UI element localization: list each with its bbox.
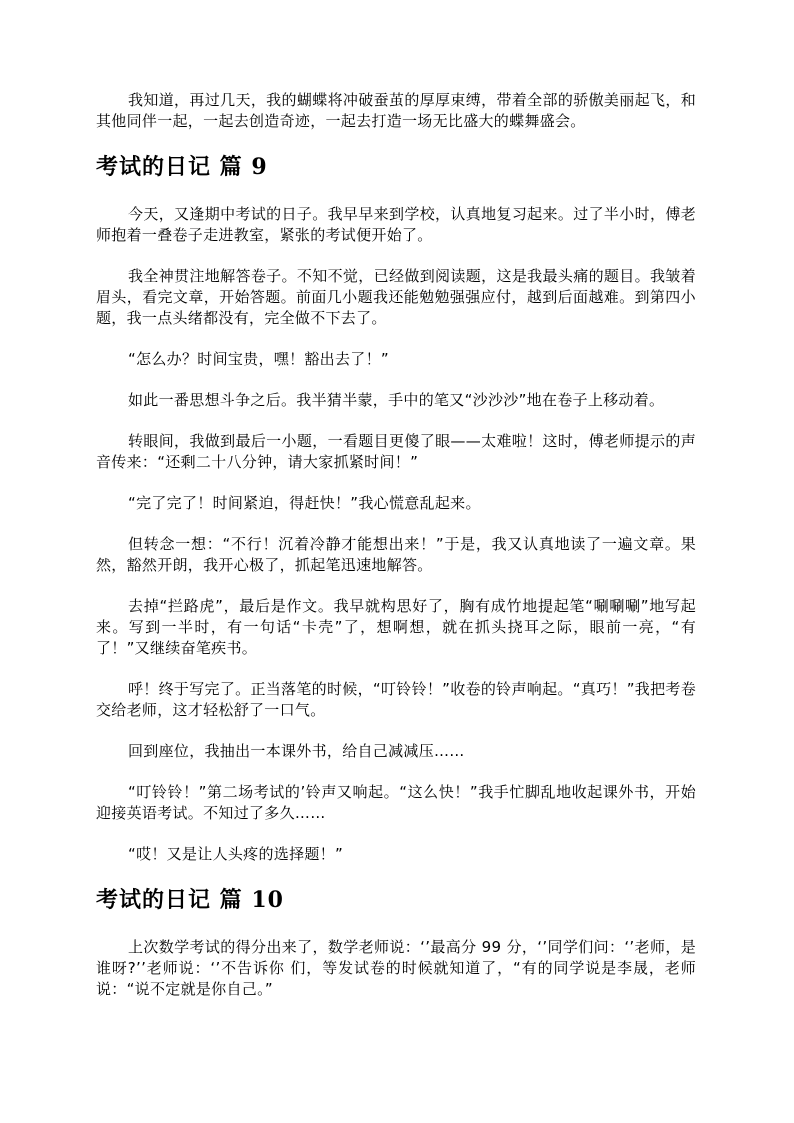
paragraph: “叮铃铃！”第二场考试的’铃声又响起。“这么快！”我手忙脚乱地收起课外书，开始迎接英语考试。不知过了多久…… [96,783,696,822]
paragraph: 去掉“拦路虎”，最后是作文。我早就构思好了，胸有成竹地提起笔“唰唰唰”地写起来。写到一半时，有一句话“卡壳”了，想啊想，就在抓头挠耳之际，眼前一亮，“有了！”又继续奋笔疾书。 [96,597,696,657]
paragraph: “完了完了！时间紧迫，得赶快！”我心慌意乱起来。 [128,494,481,512]
paragraph: 今天，又逢期中考试的日子。我早早来到学校，认真地复习起来。过了半小时，傅老师抱着一叠卷子走进教室，紧张的考试便开始了。 [96,205,696,244]
paragraph: 但转念一想：“不行！沉着冷静才能想出来！”于是，我又认真地读了一遍文章。果然，豁然开朗，我开心极了，抓起笔迅速地解答。 [96,535,696,574]
paragraph: “哎！又是让人头疼的选择题！” [128,845,344,863]
paragraph: 上次数学考试的得分出来了，数学老师说：‘’最高分 99 分，‘’同学们问：‘’老师，是谁呀?’’老师说：‘’不告诉你 们，等发试卷的时候就知道了，“有的同学说是李晟，老师说：“说不定就是你自己。” [96,938,696,998]
paragraph-intro-ending: 我知道，再过几天，我的蝴蝶将冲破蚕茧的厚厚束缚，带着全部的骄傲美丽起飞，和其他同伴一起，一起去创造奇迹，一起去打造一场无比盛大的蝶舞盛会。 [96,91,696,130]
paragraph: 如此一番思想斗争之后。我半猜半蒙，手中的笔又“沙沙沙”地在卷子上移动着。 [128,391,665,409]
paragraph: 呼！终于写完了。正当落笔的时候，“叮铃铃！”收卷的铃声响起。“真巧！”我把考卷交给老师，这才轻松舒了一口气。 [96,680,696,719]
paragraph: 转眼间，我做到最后一小题，一看题目更傻了眼——太难啦！这时，傅老师提示的声音传来：“还剩二十八分钟，请大家抓紧时间！” [96,432,696,471]
document-page [96,90,696,1020]
paragraph: 我全神贯注地解答卷子。不知不觉，已经做到阅读题，这是我最头痛的题目。我皱着眉头，看完文章，开始答题。前面几小题我还能勉勉强强应付，越到后面越难。到第四小题，我一点头绪都没有，完全做不下去了。 [96,267,696,327]
section-heading-10: 考试的日记 篇 10 [96,887,284,913]
paragraph: 回到座位，我抽出一本课外书，给自己减减压…… [128,742,465,760]
section-heading-9: 考试的日记 篇 9 [96,154,268,180]
paragraph: “怎么办？时间宝贵，嘿！豁出去了！” [128,350,389,368]
